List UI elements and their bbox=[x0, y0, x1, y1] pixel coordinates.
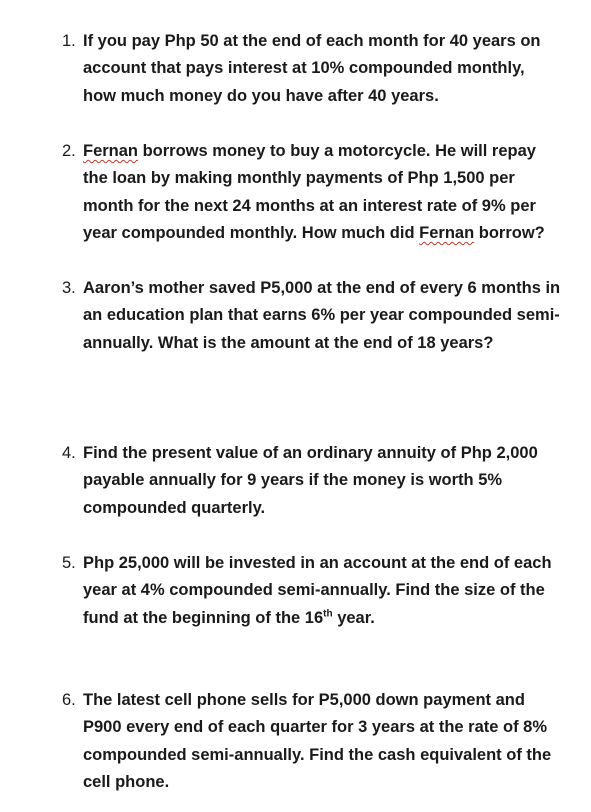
problem-text: Find the present value of an ordinary annuity of Php 2,000 payable annually for 9 years if the money is worth 5% compounded quarterly. bbox=[83, 444, 538, 517]
problem-number: 3. bbox=[62, 279, 76, 297]
spellcheck-name: Fernan bbox=[83, 142, 139, 160]
ordinal-suffix: th bbox=[323, 608, 333, 620]
problem-text bbox=[83, 550, 562, 632]
problem-6 bbox=[62, 687, 562, 797]
problem-3 bbox=[62, 275, 562, 357]
problem-text-part: Php 25,000 will be invested in an account at the end of each year at 4% compounded semi-annually. Find the size of the fund at the beginning of the 16 bbox=[83, 554, 552, 627]
problem-number: 5. bbox=[62, 554, 76, 572]
spellcheck-name: Fernan bbox=[419, 224, 475, 243]
problem-number: 2. bbox=[62, 142, 76, 160]
problem-text-part: year. bbox=[332, 608, 375, 627]
problem-number: 4. bbox=[62, 444, 76, 462]
problem-text: If you pay Php 50 at the end of each month for 40 years on account that pays interest at 10% compounded monthly, how much money do you have after 40 years. bbox=[83, 32, 541, 105]
problem-text: The latest cell phone sells for P5,000 down payment and P900 every end of each quarter for 3 years at the rate of 8% compounded semi-annually. Find the cash equivalent of the cell phone. bbox=[83, 691, 552, 792]
problem-number: 1. bbox=[62, 32, 76, 50]
problem-5 bbox=[62, 550, 562, 632]
problem-text-part: borrows money to buy a motorcycle. He will repay the loan by making monthly payments of Php 1,500 per month for the next 24 months at an interest rate of 9% per year compounded monthly. How much did bbox=[83, 142, 536, 243]
problem-text-part: borrow? bbox=[474, 224, 545, 243]
problem-text: Aaron’s mother saved P5,000 at the end of every 6 months in an education plan that earns 6% per year compounded semi-annually. What is the amount at the end of 18 years? bbox=[83, 279, 561, 352]
problem-number: 6. bbox=[62, 691, 76, 709]
problem-text bbox=[83, 138, 562, 248]
problem-2 bbox=[62, 138, 562, 248]
problem-1 bbox=[62, 28, 562, 110]
problem-4 bbox=[62, 440, 562, 522]
